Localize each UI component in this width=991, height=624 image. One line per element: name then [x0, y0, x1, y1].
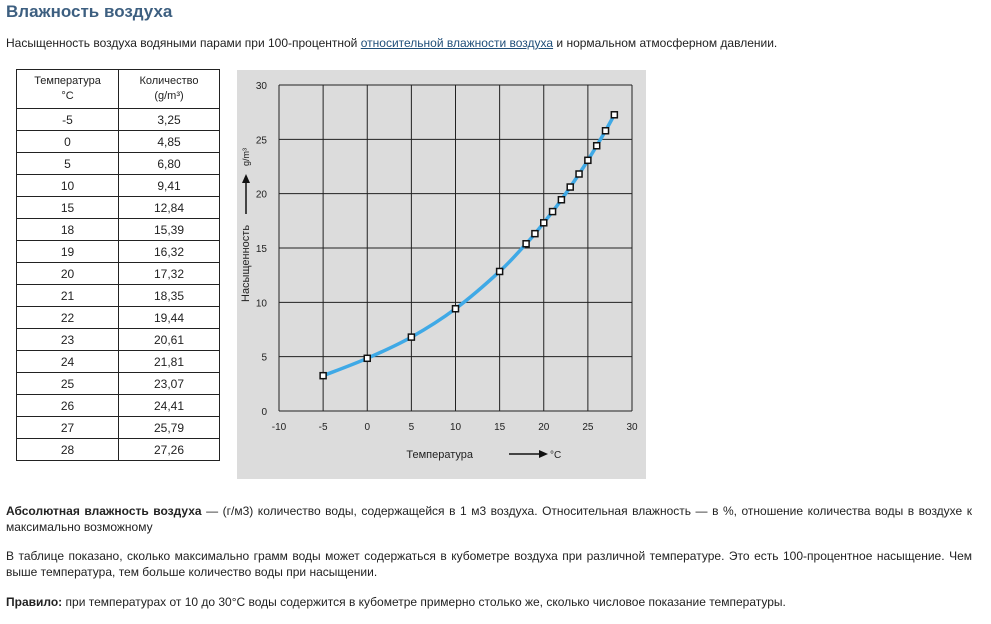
amount-cell: 12,84 — [119, 197, 220, 219]
x-tick-label: -5 — [318, 422, 328, 433]
table-row — [17, 131, 220, 153]
absolute-humidity-paragraph — [6, 503, 972, 535]
y-axis-label: Насыщенность — [240, 224, 252, 302]
table-row — [17, 373, 220, 395]
intro-text — [6, 35, 972, 51]
amount-cell: 6,80 — [119, 153, 220, 175]
table-header-row — [17, 70, 220, 109]
data-point — [594, 143, 600, 149]
y-tick-label: 15 — [255, 244, 267, 255]
table-row — [17, 329, 220, 351]
humidity-table — [16, 69, 220, 461]
y-tick-label: 5 — [261, 352, 267, 364]
amount-cell: 24,41 — [119, 395, 220, 417]
table-row — [17, 219, 220, 241]
amount-cell: 20,61 — [119, 329, 220, 351]
y-tick-label: 10 — [255, 298, 267, 310]
data-point — [453, 306, 459, 312]
data-point — [611, 112, 617, 118]
y-axis-arrow-icon — [242, 174, 250, 183]
data-point — [541, 220, 547, 226]
rule-paragraph — [6, 594, 972, 610]
data-point — [523, 241, 529, 247]
temperature-cell: 28 — [17, 439, 119, 461]
x-tick-label: 25 — [582, 422, 594, 433]
y-tick-label: 20 — [255, 189, 267, 201]
x-tick-label: 15 — [494, 422, 506, 433]
table-row — [17, 439, 220, 461]
x-tick-label: 30 — [626, 422, 638, 433]
chart-svg — [237, 70, 646, 479]
y-tick-label: 0 — [261, 407, 267, 418]
x-tick-label: -10 — [271, 422, 287, 433]
temperature-cell: 5 — [17, 153, 119, 175]
absolute-humidity-definition: — (г/м3) количество воды, содержащейся в 1 м3 воздуха. Относительная влажность — в %, отношение количества воды в воздухе к максимально возможному — [6, 504, 973, 534]
relative-humidity-link[interactable]: относительной влажности воздуха — [360, 36, 554, 50]
temperature-cell: 23 — [17, 329, 119, 351]
data-point — [603, 128, 609, 134]
y-axis-title-group — [240, 225, 252, 302]
header-temperature-label: Температура — [34, 75, 101, 87]
x-tick-label: 20 — [538, 422, 550, 433]
temperature-cell: 20 — [17, 263, 119, 285]
table-body — [17, 109, 220, 461]
table-row — [17, 307, 220, 329]
amount-cell: 3,25 — [119, 109, 220, 131]
table-row — [17, 351, 220, 373]
amount-cell: 9,41 — [119, 175, 220, 197]
table-row — [17, 263, 220, 285]
amount-cell: 23,07 — [119, 373, 220, 395]
table-row — [17, 109, 220, 131]
intro-before: Насыщенность воздуха водяными парами при 100-процентной — [6, 36, 361, 50]
x-tick-label: 0 — [364, 422, 371, 433]
amount-cell: 25,79 — [119, 417, 220, 439]
temperature-cell: 19 — [17, 241, 119, 263]
data-point — [320, 373, 326, 379]
data-point — [532, 231, 538, 237]
data-point — [408, 334, 414, 340]
page-title: Влажность воздуха — [6, 2, 173, 21]
temperature-cell: 0 — [17, 131, 119, 153]
amount-cell: 18,35 — [119, 285, 220, 307]
x-axis-arrow-icon — [539, 450, 548, 458]
temperature-cell: 18 — [17, 219, 119, 241]
intro-after: и нормальном атмосферном давлении. — [553, 36, 778, 50]
data-point — [585, 157, 591, 163]
table-row — [17, 175, 220, 197]
y-tick-label: 25 — [255, 135, 267, 147]
humidity-chart — [237, 70, 646, 479]
temperature-cell: 26 — [17, 395, 119, 417]
table-row — [17, 241, 220, 263]
data-point — [364, 355, 370, 361]
data-point — [550, 209, 556, 215]
table-row — [17, 197, 220, 219]
column-header-temperature — [17, 70, 119, 109]
absolute-humidity-term: Абсолютная влажность воздуха — [6, 504, 202, 518]
temperature-cell: -5 — [17, 109, 119, 131]
amount-cell: 21,81 — [119, 351, 220, 373]
table-row — [17, 153, 220, 175]
table-explanation-paragraph: В таблице показано, сколько максимально грамм воды может содержаться в кубометре воздуха при различной температуре. Это есть 100-процентное насыщение. Чем выше температура, тем больше количество воды при насыщении. — [6, 549, 972, 579]
y-axis-unit-group — [241, 148, 251, 166]
x-axis-label: Температура — [406, 449, 473, 461]
y-axis-unit: g/m³ — [241, 148, 251, 166]
table-row — [17, 417, 220, 439]
amount-cell: 17,32 — [119, 263, 220, 285]
temperature-cell: 22 — [17, 307, 119, 329]
column-header-amount — [119, 70, 220, 109]
header-amount-unit: (g/m³) — [154, 90, 184, 102]
x-axis-unit: °C — [550, 450, 562, 461]
temperature-cell: 27 — [17, 417, 119, 439]
amount-cell: 4,85 — [119, 131, 220, 153]
rule-label: Правило: — [6, 595, 63, 609]
header-amount-label: Количество — [139, 75, 199, 87]
amount-cell: 15,39 — [119, 219, 220, 241]
temperature-cell: 21 — [17, 285, 119, 307]
table-row — [17, 395, 220, 417]
temperature-cell: 25 — [17, 373, 119, 395]
amount-cell: 19,44 — [119, 307, 220, 329]
x-tick-label: 10 — [449, 422, 462, 433]
data-point — [558, 197, 564, 203]
y-tick-label: 30 — [255, 81, 267, 92]
temperature-cell: 24 — [17, 351, 119, 373]
amount-cell: 16,32 — [119, 241, 220, 263]
temperature-cell: 10 — [17, 175, 119, 197]
data-point — [497, 268, 503, 274]
amount-cell: 27,26 — [119, 439, 220, 461]
table-row — [17, 285, 220, 307]
temperature-cell: 15 — [17, 197, 119, 219]
data-point — [576, 171, 582, 177]
x-tick-label: 5 — [408, 422, 415, 433]
rule-text: при температурах от 10 до 30°С воды содержится в кубометре примерно столько же, сколько числовое показание температуры. — [62, 595, 786, 609]
data-point — [567, 184, 573, 190]
header-temperature-unit: °C — [61, 90, 74, 102]
